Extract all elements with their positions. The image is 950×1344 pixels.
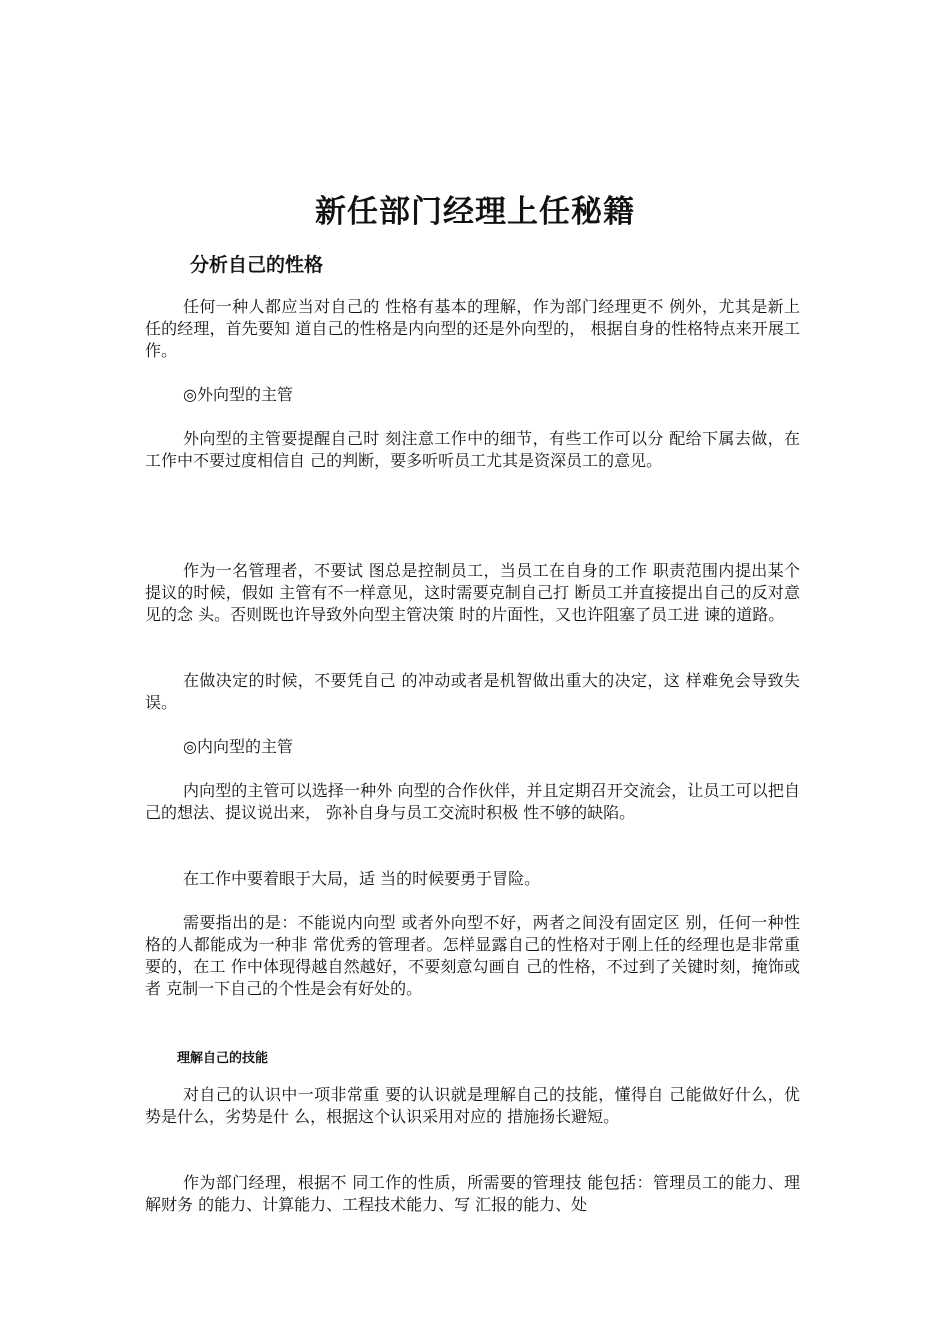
document-title: 新任部门经理上任秘籍 xyxy=(315,194,635,230)
document-page xyxy=(145,0,805,1344)
subheading-extrovert: ◎外向型的主管 xyxy=(183,385,293,404)
paragraph-introvert-1: 内向型的主管可以选择一种外 向型的合作伙伴，并且定期召开交流会，让员工可以把自己的想法、提议说出来， 弥补自身与员工交流时积极 性不够的缺陷。 xyxy=(145,781,800,822)
section-heading-personality: 分析自己的性格 xyxy=(190,254,324,276)
paragraph-extrovert-1: 外向型的主管要提醒自己时 刻注意工作中的细节，有些工作可以分 配给下属去做，在工作中不要过度相信自 己的判断，要多听听员工尤其是资深员工的意见。 xyxy=(145,429,800,470)
paragraph-extrovert-2: 作为一名管理者，不要试 图总是控制员工，当员工在自身的工作 职责范围内提出某个提议的时候，假如 主管有不一样意见，这时需要克制自己打 断员工并直接提出自己的反对意见的念 头。否则既也许导致外向型主管决策 时的片面性，又也许阻塞了员工进 谏的道路。 xyxy=(145,561,800,624)
paragraph-intro: 任何一种人都应当对自己的 性格有基本的理解，作为部门经理更不 例外，尤其是新上任的经理，首先要知 道自己的性格是内向型的还是外向型的， 根据自身的性格特点来开展工作。 xyxy=(145,297,800,360)
paragraph-skills-2: 作为部门经理，根据不 同工作的性质，所需要的管理技 能包括：管理员工的能力、理解财务 的能力、计算能力、工程技术能力、写 汇报的能力、处 xyxy=(145,1173,800,1214)
paragraph-introvert-2: 在工作中要着眼于大局，适 当的时候要勇于冒险。 xyxy=(183,869,541,888)
paragraph-skills-1: 对自己的认识中一项非常重 要的认识就是理解自己的技能，懂得自 己能做好什么，优势是什么，劣势是什 么，根据这个认识采用对应的 措施扬长避短。 xyxy=(145,1085,800,1126)
subheading-introvert: ◎内向型的主管 xyxy=(183,737,293,756)
paragraph-summary: 需要指出的是：不能说内向型 或者外向型不好，两者之间没有固定区 别，任何一种性格的人都能成为一种非 常优秀的管理者。怎样显露自己的性格对于刚上任的经理也是非常重要的，在工 作中体现得越自然越好，不要刻意勾画自 己的性格，不过到了关键时刻，掩饰或者 克制一下自己的个性是会有好处的。 xyxy=(145,913,800,998)
section-heading-skills: 理解自己的技能 xyxy=(177,1051,269,1066)
paragraph-extrovert-3: 在做决定的时候，不要凭自己 的冲动或者是机智做出重大的决定，这 样难免会导致失误。 xyxy=(145,671,800,712)
